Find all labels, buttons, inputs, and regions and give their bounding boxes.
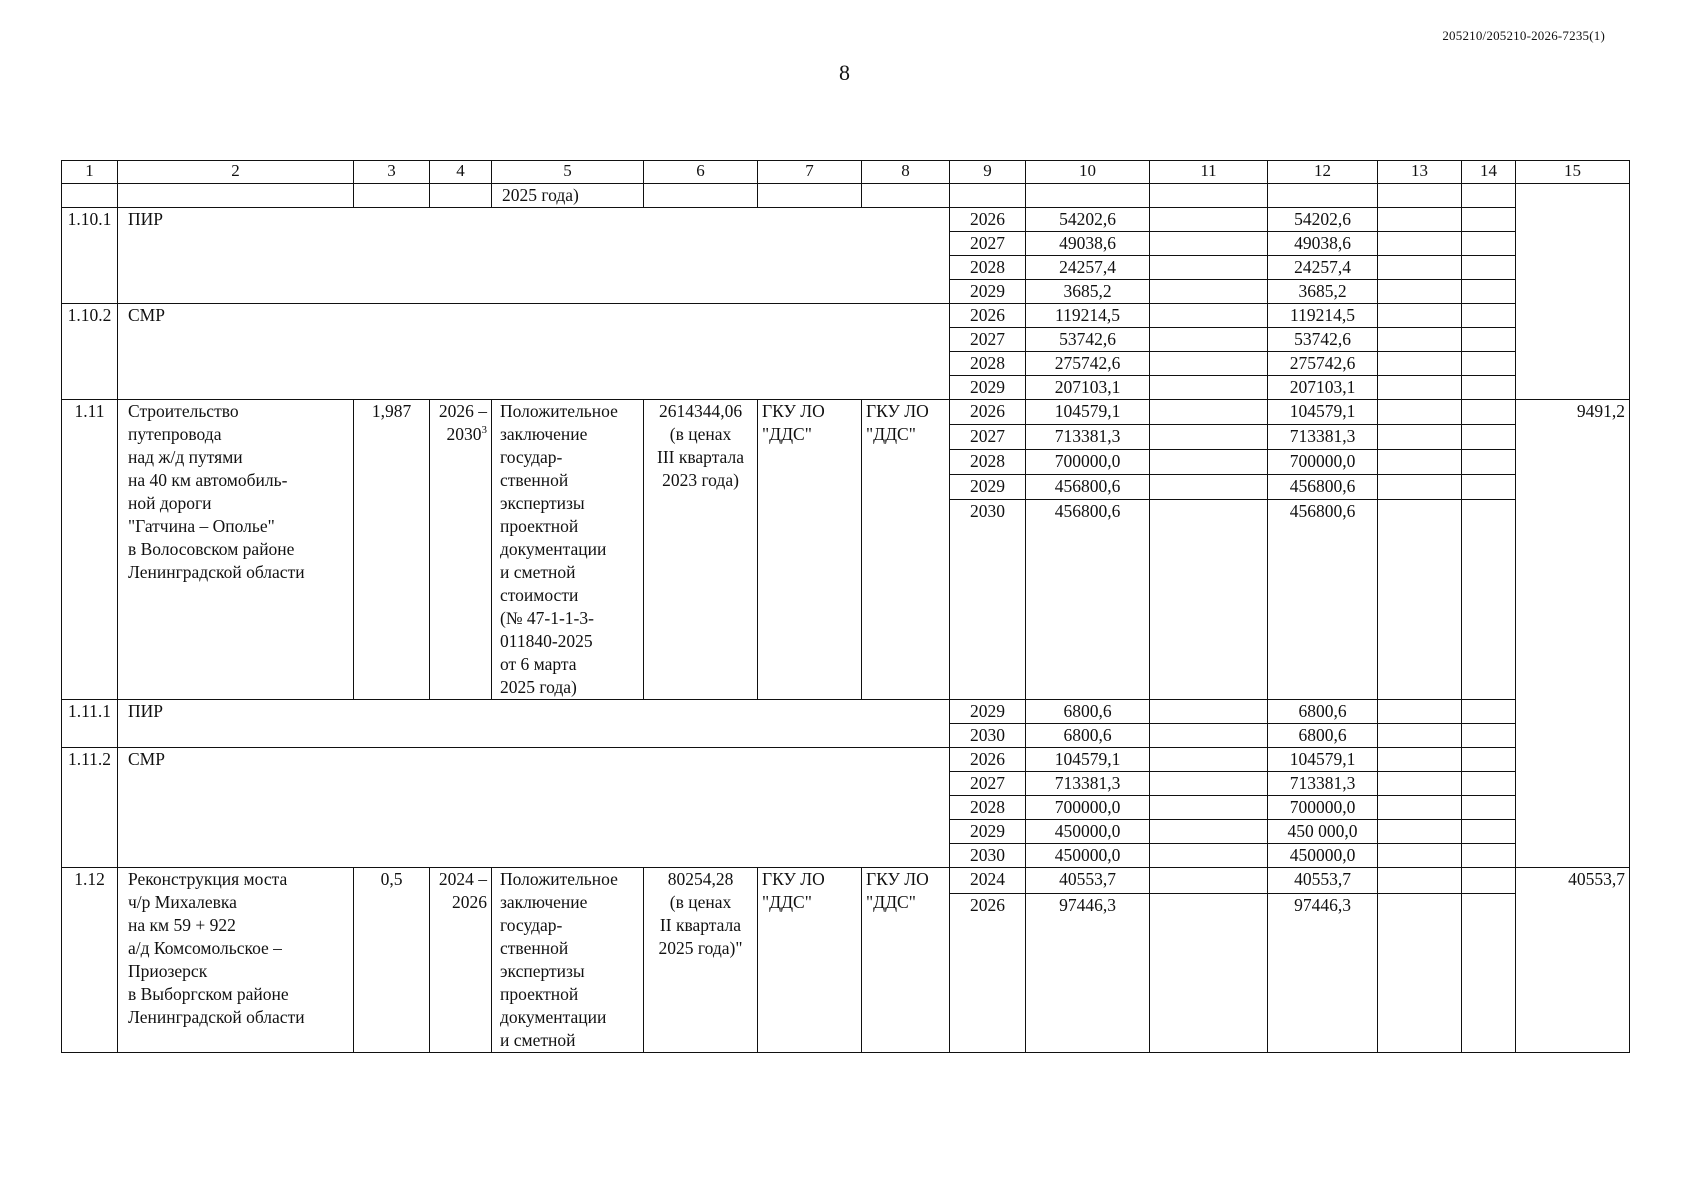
amount-regional-cell: 40553,7 xyxy=(1268,868,1378,894)
amount-regional-cell: 104579,1 xyxy=(1268,400,1378,425)
year-cell: 2026 xyxy=(950,400,1026,425)
header-cell: 7 xyxy=(758,161,862,184)
header-cell: 6 xyxy=(644,161,758,184)
amount-col14-cell xyxy=(1462,352,1516,376)
amount-col13-cell xyxy=(1378,844,1462,868)
amount-col14-cell xyxy=(1462,500,1516,700)
year-cell: 2026 xyxy=(950,304,1026,328)
amount-col11-cell xyxy=(1150,208,1268,232)
amount-total-cell: 3685,2 xyxy=(1026,280,1150,304)
item-number: 1.12 xyxy=(62,868,118,1053)
amount-regional-cell: 456800,6 xyxy=(1268,475,1378,500)
length-km: 0,5 xyxy=(354,868,430,1053)
customer: ГКУ ЛО "ДДС" xyxy=(758,868,862,1053)
object-name: Строительство путепровода над ж/д путями на 40 км автомобиль- ной дороги "Гатчина – Ополье" в Волосовском районе Ленинградской области xyxy=(118,400,354,700)
period xyxy=(430,868,492,1053)
amount-col13-cell xyxy=(1378,304,1462,328)
year-cell: 2027 xyxy=(950,772,1026,796)
amount-regional-cell: 104579,1 xyxy=(1268,748,1378,772)
header-cell: 11 xyxy=(1150,161,1268,184)
year-cell: 2026 xyxy=(950,208,1026,232)
amount-regional-cell: 700000,0 xyxy=(1268,450,1378,475)
amount-col13-cell xyxy=(1378,280,1462,304)
amount-col14-cell xyxy=(1462,280,1516,304)
amount-col11-cell xyxy=(1150,328,1268,352)
amount-col14-cell xyxy=(1462,208,1516,232)
amount-col11-cell xyxy=(1150,893,1268,1052)
amount-col11-cell xyxy=(1150,820,1268,844)
year-cell: 2028 xyxy=(950,450,1026,475)
amount-col11-cell xyxy=(1150,352,1268,376)
page-number: 8 xyxy=(839,60,850,85)
header-cell: 8 xyxy=(862,161,950,184)
amount-col13-cell xyxy=(1378,820,1462,844)
amount-regional-cell: 450000,0 xyxy=(1268,844,1378,868)
year-cell: 2028 xyxy=(950,256,1026,280)
amount-total-cell: 207103,1 xyxy=(1026,376,1150,400)
amount-regional-cell: 54202,6 xyxy=(1268,208,1378,232)
header-cell: 10 xyxy=(1026,161,1150,184)
amount-col14-cell xyxy=(1462,376,1516,400)
amount-col13-cell xyxy=(1378,700,1462,724)
amount-col13-cell xyxy=(1378,376,1462,400)
header-cell: 1 xyxy=(62,161,118,184)
amount-col11-cell xyxy=(1150,475,1268,500)
header-cell: 2 xyxy=(118,161,354,184)
table-row xyxy=(62,700,1630,724)
amount-col11-cell xyxy=(1150,280,1268,304)
header-cell: 12 xyxy=(1268,161,1378,184)
year-cell: 2030 xyxy=(950,844,1026,868)
amount-regional-cell: 53742,6 xyxy=(1268,328,1378,352)
col15-value: 9491,2 xyxy=(1516,400,1630,868)
year-cell: 2029 xyxy=(950,280,1026,304)
period-end-year: 2030 xyxy=(446,424,482,444)
table-row xyxy=(62,304,1630,328)
amount-col14-cell xyxy=(1462,304,1516,328)
col15-value: 40553,7 xyxy=(1516,868,1630,1053)
amount-total-cell: 97446,3 xyxy=(1026,893,1150,1052)
amount-regional-cell: 713381,3 xyxy=(1268,425,1378,450)
amount-col13-cell xyxy=(1378,232,1462,256)
amount-col13-cell xyxy=(1378,868,1462,894)
expertise-document: Положительное заключение государ- ственной экспертизы проектной документации и сметной стоимости (№ 47-1-1-3- 011840-2025 от 6 марта 2025 года) xyxy=(492,400,644,700)
amount-col14-cell xyxy=(1462,232,1516,256)
header-cell: 13 xyxy=(1378,161,1462,184)
amount-total-cell: 6800,6 xyxy=(1026,700,1150,724)
amount-col13-cell xyxy=(1378,450,1462,475)
year-cell: 2027 xyxy=(950,232,1026,256)
amount-col11-cell xyxy=(1150,868,1268,894)
table-row xyxy=(62,748,1630,772)
amount-col14-cell xyxy=(1462,820,1516,844)
amount-col13-cell xyxy=(1378,475,1462,500)
amount-regional-cell: 456800,6 xyxy=(1268,500,1378,700)
amount-total-cell: 456800,6 xyxy=(1026,500,1150,700)
header-cell: 15 xyxy=(1516,161,1630,184)
item-number: 1.10.1 xyxy=(62,208,118,304)
amount-regional-cell: 713381,3 xyxy=(1268,772,1378,796)
year-cell: 2029 xyxy=(950,376,1026,400)
estimated-cost: 80254,28 (в ценах II квартала 2025 года)" xyxy=(644,868,758,1053)
continuation-text: 2025 года) xyxy=(492,184,644,208)
amount-regional-cell: 3685,2 xyxy=(1268,280,1378,304)
amount-col13-cell xyxy=(1378,893,1462,1052)
amount-col11-cell xyxy=(1150,450,1268,475)
period-end xyxy=(434,423,487,446)
amount-total-cell: 450000,0 xyxy=(1026,820,1150,844)
item-label: ПИР xyxy=(118,208,950,304)
amount-col11-cell xyxy=(1150,376,1268,400)
amount-col14-cell xyxy=(1462,724,1516,748)
amount-total-cell: 713381,3 xyxy=(1026,772,1150,796)
column-number-header xyxy=(62,161,1630,184)
period-end xyxy=(434,891,487,914)
amount-col14-cell xyxy=(1462,700,1516,724)
amount-total-cell: 456800,6 xyxy=(1026,475,1150,500)
item-label: СМР xyxy=(118,304,950,400)
amount-total-cell: 24257,4 xyxy=(1026,256,1150,280)
amount-total-cell: 700000,0 xyxy=(1026,796,1150,820)
table-row xyxy=(62,400,1630,425)
amount-regional-cell: 700000,0 xyxy=(1268,796,1378,820)
amount-regional-cell: 207103,1 xyxy=(1268,376,1378,400)
amount-col11-cell xyxy=(1150,772,1268,796)
period-start: 2024 – xyxy=(438,869,487,889)
amount-col13-cell xyxy=(1378,328,1462,352)
year-cell: 2029 xyxy=(950,700,1026,724)
amount-total-cell: 6800,6 xyxy=(1026,724,1150,748)
amount-col13-cell xyxy=(1378,796,1462,820)
item-label: ПИР xyxy=(118,700,950,748)
amount-col13-cell xyxy=(1378,208,1462,232)
amount-col11-cell xyxy=(1150,425,1268,450)
amount-col13-cell xyxy=(1378,772,1462,796)
amount-regional-cell: 450 000,0 xyxy=(1268,820,1378,844)
amount-col13-cell xyxy=(1378,400,1462,425)
document-id: 205210/205210-2026-7235(1) xyxy=(1442,28,1605,43)
amount-total-cell: 54202,6 xyxy=(1026,208,1150,232)
amount-regional-cell: 49038,6 xyxy=(1268,232,1378,256)
amount-col11-cell xyxy=(1150,400,1268,425)
amount-regional-cell: 6800,6 xyxy=(1268,700,1378,724)
year-cell: 2029 xyxy=(950,475,1026,500)
year-cell: 2028 xyxy=(950,796,1026,820)
table-row xyxy=(62,208,1630,232)
amount-col11-cell xyxy=(1150,700,1268,724)
amount-total-cell: 104579,1 xyxy=(1026,748,1150,772)
header-cell: 9 xyxy=(950,161,1026,184)
program-table xyxy=(61,160,1630,1053)
amount-col11-cell xyxy=(1150,796,1268,820)
amount-total-cell: 275742,6 xyxy=(1026,352,1150,376)
amount-regional-cell: 24257,4 xyxy=(1268,256,1378,280)
header-cell: 5 xyxy=(492,161,644,184)
amount-total-cell: 450000,0 xyxy=(1026,844,1150,868)
amount-col13-cell xyxy=(1378,352,1462,376)
amount-col14-cell xyxy=(1462,328,1516,352)
period-end-year: 2026 xyxy=(452,892,487,912)
amount-col14-cell xyxy=(1462,868,1516,894)
year-cell: 2024 xyxy=(950,868,1026,894)
item-number: 1.11.1 xyxy=(62,700,118,748)
amount-col11-cell xyxy=(1150,844,1268,868)
amount-col14-cell xyxy=(1462,256,1516,280)
amount-col13-cell xyxy=(1378,425,1462,450)
amount-col13-cell xyxy=(1378,500,1462,700)
amount-col14-cell xyxy=(1462,475,1516,500)
table-row xyxy=(62,868,1630,894)
customer: ГКУ ЛО "ДДС" xyxy=(758,400,862,700)
amount-col11-cell xyxy=(1150,500,1268,700)
header-cell: 3 xyxy=(354,161,430,184)
year-cell: 2030 xyxy=(950,500,1026,700)
item-number: 1.11 xyxy=(62,400,118,700)
estimated-cost: 2614344,06 (в ценах III квартала 2023 года) xyxy=(644,400,758,700)
amount-total-cell: 53742,6 xyxy=(1026,328,1150,352)
header-cell: 14 xyxy=(1462,161,1516,184)
amount-total-cell: 119214,5 xyxy=(1026,304,1150,328)
amount-col11-cell xyxy=(1150,724,1268,748)
amount-col14-cell xyxy=(1462,425,1516,450)
amount-col11-cell xyxy=(1150,304,1268,328)
object-name: Реконструкция моста ч/р Михалевка на км 59 + 922 а/д Комсомольское – Приозерск в Выборгском районе Ленинградской области xyxy=(118,868,354,1053)
amount-col11-cell xyxy=(1150,256,1268,280)
amount-col13-cell xyxy=(1378,256,1462,280)
period xyxy=(430,400,492,700)
item-number: 1.11.2 xyxy=(62,748,118,868)
amount-total-cell: 40553,7 xyxy=(1026,868,1150,894)
header-cell: 4 xyxy=(430,161,492,184)
amount-regional-cell: 275742,6 xyxy=(1268,352,1378,376)
contractor: ГКУ ЛО "ДДС" xyxy=(862,400,950,700)
amount-col14-cell xyxy=(1462,844,1516,868)
amount-total-cell: 700000,0 xyxy=(1026,450,1150,475)
amount-regional-cell: 6800,6 xyxy=(1268,724,1378,748)
year-cell: 2027 xyxy=(950,425,1026,450)
year-cell: 2028 xyxy=(950,352,1026,376)
contractor: ГКУ ЛО "ДДС" xyxy=(862,868,950,1053)
amount-regional-cell: 119214,5 xyxy=(1268,304,1378,328)
amount-col14-cell xyxy=(1462,450,1516,475)
amount-col14-cell xyxy=(1462,400,1516,425)
period-start: 2026 – xyxy=(438,401,487,421)
amount-col14-cell xyxy=(1462,748,1516,772)
amount-col14-cell xyxy=(1462,796,1516,820)
continuation-row xyxy=(62,184,1630,208)
amount-col13-cell xyxy=(1378,748,1462,772)
amount-regional-cell: 97446,3 xyxy=(1268,893,1378,1052)
year-cell: 2027 xyxy=(950,328,1026,352)
amount-total-cell: 104579,1 xyxy=(1026,400,1150,425)
amount-col11-cell xyxy=(1150,232,1268,256)
expertise-document: Положительное заключение государ- ственной экспертизы проектной документации и сметной xyxy=(492,868,644,1053)
amount-col14-cell xyxy=(1462,893,1516,1052)
item-label: СМР xyxy=(118,748,950,868)
amount-col14-cell xyxy=(1462,772,1516,796)
length-km: 1,987 xyxy=(354,400,430,700)
year-cell: 2026 xyxy=(950,893,1026,1052)
year-cell: 2029 xyxy=(950,820,1026,844)
item-number: 1.10.2 xyxy=(62,304,118,400)
amount-total-cell: 49038,6 xyxy=(1026,232,1150,256)
amount-total-cell: 713381,3 xyxy=(1026,425,1150,450)
year-cell: 2026 xyxy=(950,748,1026,772)
year-cell: 2030 xyxy=(950,724,1026,748)
amount-col11-cell xyxy=(1150,748,1268,772)
amount-col13-cell xyxy=(1378,724,1462,748)
footnote-mark: 3 xyxy=(481,424,487,437)
